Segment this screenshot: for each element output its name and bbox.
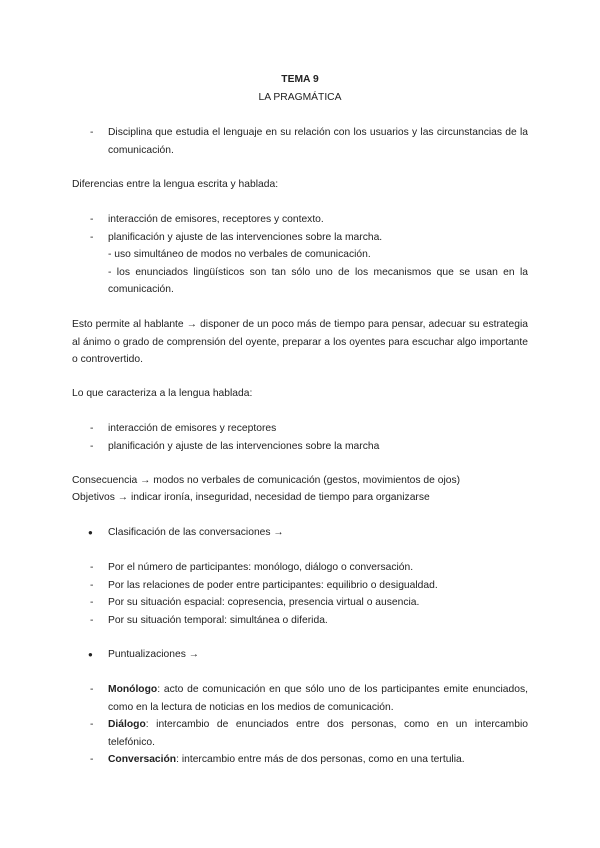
list-item: - Por su situación espacial: copresencia, presencia virtual o ausencia.: [72, 594, 528, 612]
term-dialogo: Diálogo: [108, 719, 146, 730]
title-subtitle: LA PRAGMÁTICA: [258, 91, 342, 103]
bullet-item: ● Puntualizaciones →: [72, 646, 528, 664]
definition-text: : intercambio de enunciados entre dos personas, como en un intercambio telefónico.: [108, 719, 528, 748]
list-item-text: planificación y ajuste de las intervenciones sobre la marcha.: [108, 231, 383, 243]
list-item: - Por el número de participantes: monólogo, diálogo o conversación.: [72, 559, 528, 577]
sub-item: - los enunciados lingüísticos son tan sólo uno de los mecanismos que se usan en la comunicación.: [108, 266, 528, 295]
list-item: - Disciplina que estudia el lenguaje en su relación con los usuarios y las circunstancias de la comunicación.: [72, 124, 528, 159]
bullet-item: ● Clasificación de las conversaciones →: [72, 524, 528, 542]
points-section: [72, 646, 528, 664]
classification-section: [72, 524, 528, 542]
spoken-heading: Lo que caracteriza a la lengua hablada:: [72, 388, 253, 399]
page-title: [0, 71, 600, 106]
title-main: TEMA 9: [281, 74, 319, 85]
list-item: - Por su situación temporal: simultánea o diferida.: [72, 612, 528, 630]
list-item: - Por las relaciones de poder entre participantes: equilibrio o desigualdad.: [72, 577, 528, 595]
sub-item: - uso simultáneo de modos no verbales de comunicación.: [108, 249, 371, 260]
differences-section: [72, 211, 528, 299]
spoken-section: [72, 420, 528, 455]
definition-text: : acto de comunicación en que sólo uno de los participantes emite enunciados, como en la lectura de noticias en los medios de comunicación.: [108, 684, 528, 713]
definition-text: : intercambio entre más de dos personas, como en una tertulia.: [176, 754, 465, 765]
list-item: [72, 681, 528, 716]
term-monologo: Monólogo: [108, 684, 158, 695]
paragraph-text: Esto permite al hablante → disponer de un poco más de tiempo para pensar, adecuar su estrategia al ánimo o grado de comprensión del oyente, preparar a los oyentes para escuchar algo importante o controvertido.: [72, 319, 528, 365]
list-item: - interacción de emisores, receptores y contexto.: [72, 211, 528, 229]
intro-section: [72, 124, 528, 159]
differences-heading: Diferencias entre la lengua escrita y hablada:: [72, 179, 279, 190]
objectives-line: Objetivos → indicar ironía, inseguridad, necesidad de tiempo para organizarse: [72, 492, 430, 503]
list-item: [72, 716, 528, 751]
list-item: [72, 751, 528, 769]
list-item: - planificación y ajuste de las intervenciones sobre la marcha: [72, 438, 528, 456]
points-list: [72, 681, 528, 769]
list-item: - interacción de emisores y receptores: [72, 420, 528, 438]
consequence-line: Consecuencia → modos no verbales de comunicación (gestos, movimientos de ojos): [72, 475, 461, 486]
classification-list: [72, 559, 528, 629]
list-item: [72, 229, 528, 299]
term-conversacion: Conversación: [108, 754, 177, 765]
